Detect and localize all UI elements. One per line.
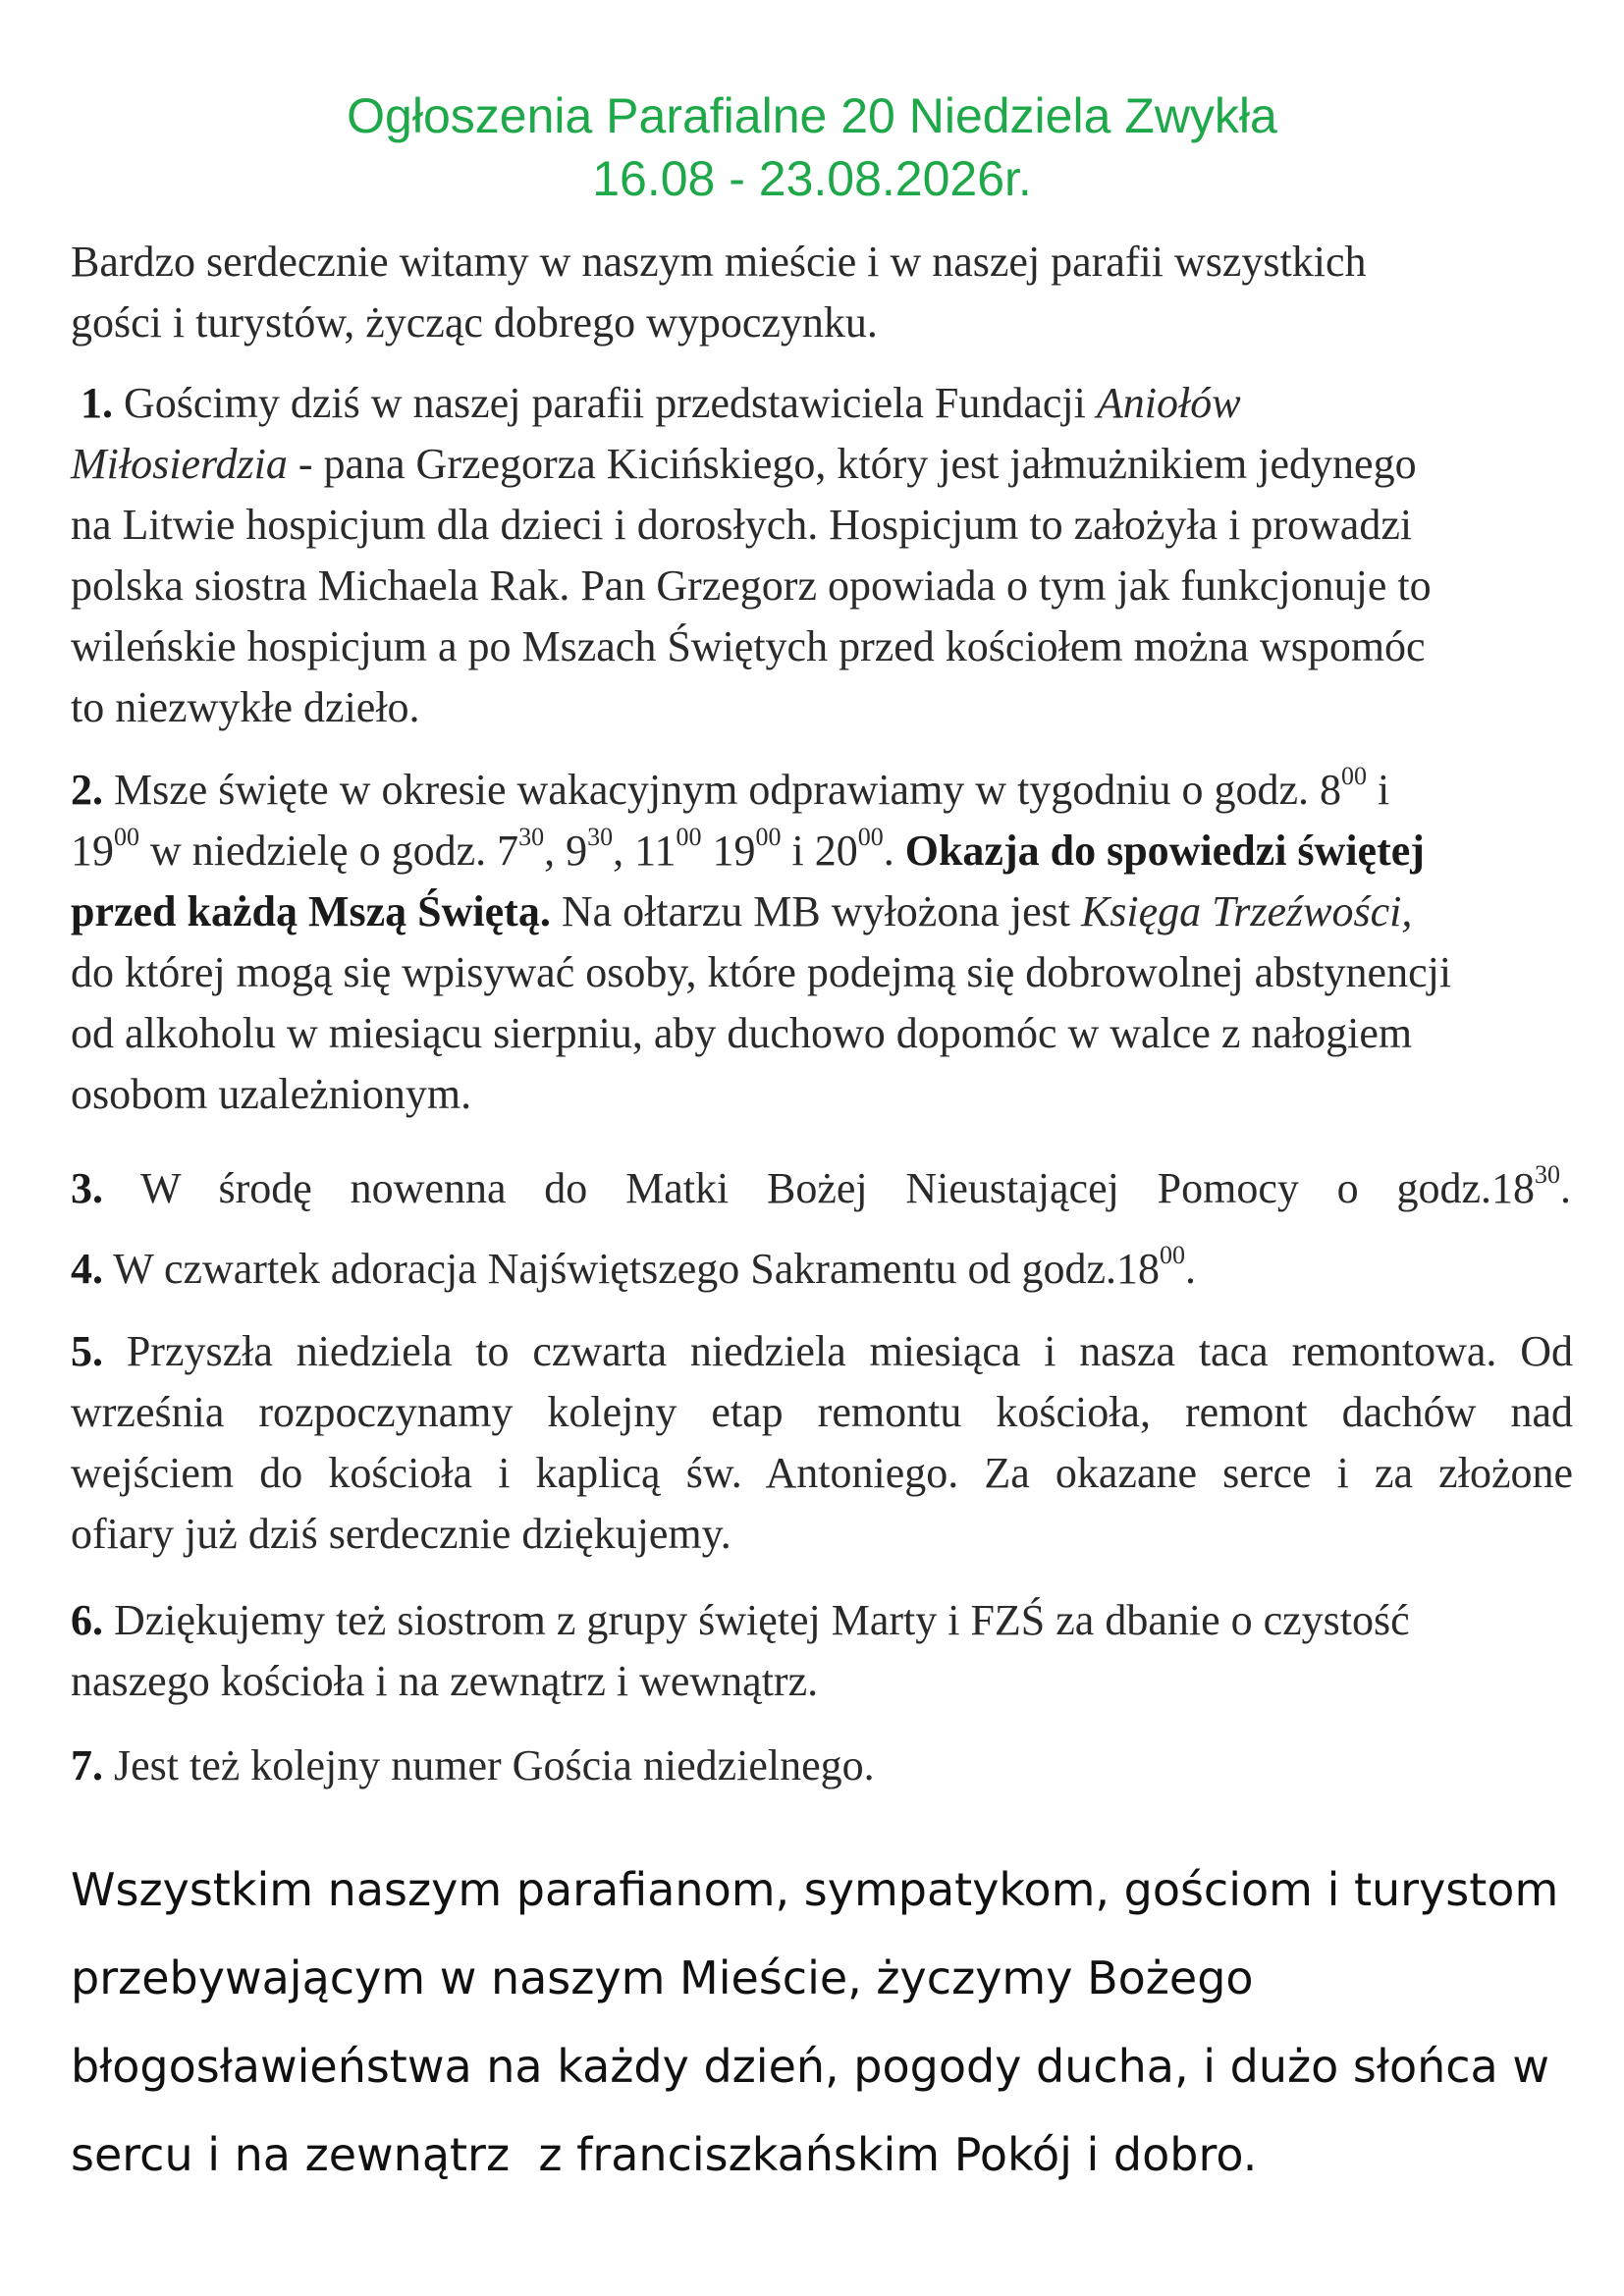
item-2-number: 2. (71, 766, 103, 814)
item-2-line-4: do której mogą się wpisywać osoby, które podejmą się dobrowolnej abstynencji (71, 948, 1452, 996)
item-1-text-a: Gościmy dziś w naszej parafii przedstawiciela Fundacji (113, 379, 1097, 427)
item-1-number: 1. (81, 379, 113, 427)
item-4-end: . (1184, 1245, 1196, 1293)
item-2-line-3 (71, 881, 1573, 942)
item-2-sup-a: 00 (1341, 762, 1368, 791)
item-1-italic-b: Miłosierdzia (71, 440, 288, 488)
item-5-line-4: ofiary już dziś serdecznie dziękujemy. (71, 1510, 731, 1558)
item-2-line-5: od alkoholu w miesiącu sierpniu, aby duchowo dopomóc w walce z nałogiem (71, 1009, 1413, 1057)
time-1: 19 (71, 827, 114, 875)
item-2-text-a: Msze święte w okresie wakacyjnym odprawiamy w tygodniu o godz. 8 (103, 766, 1342, 814)
time-6-sup: 00 (857, 823, 884, 852)
item-4-text: W czwartek adoracja Najświętszego Sakramentu od godz.18 (103, 1245, 1160, 1293)
closing-line-3: błogosławieństwa na każdy dzień, pogody ducha, i dużo słońca w (71, 2040, 1549, 2093)
time-4: , 11 (613, 827, 677, 875)
intro-line-2: gości i turystów, życząc dobrego wypoczynku. (71, 298, 878, 347)
item-5-line-1 (71, 1321, 1573, 1382)
time-2: w niedzielę o godz. 7 (139, 827, 519, 875)
item-4-number: 4. (71, 1245, 103, 1293)
closing-line-1: Wszystkim naszym parafianom, sympatykom, gościom i turystom (71, 1863, 1559, 1916)
confession-note-a: Okazja do spowiedzi świętej (904, 827, 1425, 875)
item-6-line-2: naszego kościoła i na zewnątrz i wewnątrz. (71, 1657, 819, 1705)
item-7 (71, 1735, 1573, 1796)
item-3-number: 3. (71, 1164, 103, 1212)
item-1-text-b: - pana Grzegorza Kicińskiego, który jest jałmużnikiem jedynego (287, 440, 1417, 488)
item-2-text-c: Na ołtarzu MB wyłożona jest (550, 887, 1081, 935)
item-3-text: W środę nowenna do Matki Bożej Nieustającej Pomocy o godz.18 (103, 1164, 1535, 1212)
item-6-text-a: Dziękujemy też siostrom z grupy świętej Marty i FZŚ za dbanie o czystość (103, 1596, 1410, 1644)
closing-line-2: przebywającym w naszym Mieście, życzymy Bożego (71, 1951, 1254, 2004)
time-1-sup: 00 (114, 823, 139, 852)
closing-line-4: sercu i na zewnątrz z franciszkańskim Pokój i dobro. (71, 2128, 1258, 2181)
item-1-line-1 (81, 373, 1583, 434)
item-5-number: 5. (71, 1327, 103, 1375)
item-3-end: . (1560, 1164, 1571, 1212)
item-4 (71, 1239, 1573, 1300)
item-5-text-a: Przyszła niedziela to czwarta niedziela miesiąca i nasza taca remontowa. Od (103, 1327, 1573, 1375)
item-2-line-2 (71, 821, 1573, 881)
item-6-number: 6. (71, 1596, 103, 1644)
item-1-line-2 (71, 434, 1573, 495)
item-4-sup: 00 (1159, 1241, 1185, 1270)
item-7-text: Jest też kolejny numer Gościa niedzielnego. (103, 1741, 875, 1789)
item-6-line-1 (71, 1590, 1573, 1651)
item-3-sup: 30 (1535, 1160, 1560, 1190)
item-1-italic-a: Aniołów (1096, 379, 1241, 427)
item-7-number: 7. (71, 1741, 103, 1789)
item-2-line-1 (71, 760, 1573, 821)
date-range: 16.08 - 23.08.2026r. (592, 151, 1032, 206)
item-1-line-4: polska siostra Michaela Rak. Pan Grzegorz opowiada o tym jak funkcjonuje to (71, 561, 1432, 610)
item-1-line-3: na Litwie hospicjum dla dzieci i dorosłych. Hospicjum to założyła i prowadzi (71, 501, 1413, 549)
item-1-line-6: to niezwykłe dzieło. (71, 683, 420, 731)
item-2-text-b: i (1367, 766, 1390, 814)
time-3-sup: 30 (587, 823, 614, 852)
item-5-line-2: września rozpoczynamy kolejny etap remontu kościoła, remont dachów nad (71, 1388, 1573, 1436)
time-3: , 9 (544, 827, 588, 875)
intro-line-1: Bardzo serdecznie witamy w naszym mieście i w naszej parafii wszystkich (71, 238, 1367, 286)
item-1-line-5: wileńskie hospicjum a po Mszach Świętych przed kościołem można wspomóc (71, 622, 1426, 670)
time-5: 19 (701, 827, 756, 875)
time-6: i 20 (781, 827, 858, 875)
book-title: Księga Trzeźwości, (1080, 887, 1413, 935)
page-title: Ogłoszenia Parafialne 20 Niedziela Zwykła (347, 88, 1277, 143)
time-end: . (883, 827, 905, 875)
item-5-line-3: wejściem do kościoła i kaplicą św. Antoniego. Za okazane serce i za złożone (71, 1449, 1573, 1497)
item-2-line-6: osobom uzależnionym. (71, 1070, 472, 1118)
time-4-sup: 00 (676, 823, 702, 852)
time-2-sup: 30 (518, 823, 545, 852)
time-5-sup: 00 (755, 823, 782, 852)
item-3 (71, 1158, 1571, 1219)
confession-note-b: przed każdą Mszą Świętą. (71, 887, 551, 935)
